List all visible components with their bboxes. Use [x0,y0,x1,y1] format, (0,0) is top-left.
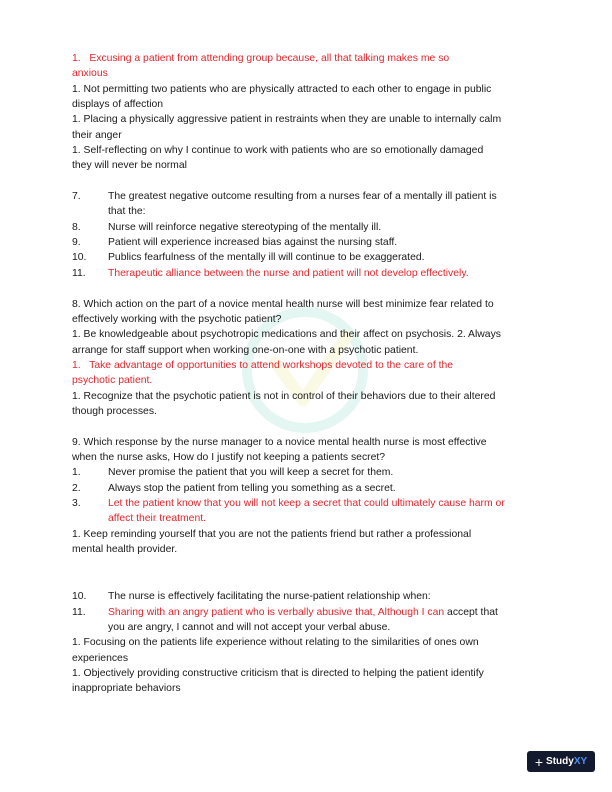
line-text: mental health provider. [72,544,178,555]
line-text: 1. Keep reminding yourself that you are not the patients friend but rather a professional [72,528,472,540]
line-text: when the nurse asks, How do I justify not keeping a patients secret? [72,451,386,463]
text-line [72,389,552,404]
text-line [72,128,552,143]
question-block [72,297,552,420]
paragraph-spacer [72,419,552,434]
question-block [72,435,552,558]
text-line [72,605,552,620]
answer-text: 1. Take advantage of opportunities to attend workshops devoted to the care of the [72,359,454,371]
text-line [72,373,552,388]
answer-text: Sharing with an angry patient who is verbally abusive that, Although I can [108,606,445,618]
paragraph-spacer [72,281,552,296]
text-line [72,620,552,635]
answer-text: Therapeutic alliance between the nurse and patient will not develop effectively. [108,267,469,279]
line-text: 1. Recognize that the psychotic patient is not in control of their behaviors due to their altered [72,390,496,402]
text-line [72,465,552,480]
question-block [72,589,552,696]
answer-text: affect their treatment. [108,513,206,525]
text-line [72,250,552,265]
line-text: effectively working with the psychotic patient? [72,313,282,325]
line-text: that the: [108,206,146,218]
text-line [72,651,552,666]
text-line [72,666,552,681]
line-text: 1. Self-reflecting on why I continue to work with patients who are so emotionally damaged [72,145,484,157]
answer-text: psychotic patient. [72,375,153,387]
line-text: you are angry, I cannot and will not accept your verbal abuse. [108,622,391,634]
text-line [72,312,552,327]
text-line [72,204,552,219]
line-text: though processes. [72,405,157,417]
list-number: 7. [72,191,81,203]
line-text: Never promise the patient that you will keep a secret for them. [108,467,394,479]
line-text: inappropriate behaviors [72,683,181,695]
text-line [72,82,552,97]
paragraph-spacer [72,557,552,589]
line-text: 1. Not permitting two patients who are physically attracted to each other to engage in public [72,83,492,95]
text-line [72,266,552,281]
text-line [72,589,552,604]
text-line [72,404,552,419]
text-line [72,496,552,511]
list-number: 1. [72,467,81,479]
text-line [72,542,552,557]
line-text: 8. Which action on the part of a novice mental health nurse will best minimize fear related to [72,298,494,310]
paragraph-spacer [72,174,552,189]
text-line [72,358,552,373]
question-block [72,51,552,174]
text-line [72,511,552,526]
plus-icon: + [534,753,544,770]
text-line [72,343,552,358]
answer-text: anxious [72,68,108,80]
line-text: 1. Focusing on the patients life experience without relating to the similarities of ones own [72,637,479,649]
line-text: Always stop the patient from telling you something as a secret. [108,482,396,494]
text-line [72,635,552,650]
studyxy-badge[interactable] [527,751,595,772]
text-line [72,112,552,127]
list-number: 9. [72,237,81,249]
line-text: arrange for staff support when working one-on-one with a psychotic patient. [72,344,419,356]
list-number: 8. [72,221,81,233]
line-text: The nurse is effectively facilitating the nurse-patient relationship when: [108,591,431,603]
text-line [72,158,552,173]
line-text: their anger [72,129,122,141]
list-number: 10. [72,252,87,264]
line-text: displays of affection [72,99,164,111]
list-number: 3. [72,497,81,509]
text-line [72,189,552,204]
line-text: 1. Be knowledgeable about psychotropic medications and their affect on psychosis. 2. Always [72,329,501,341]
badge-xy: XY [573,756,588,767]
text-line [72,97,552,112]
text-line [72,527,552,542]
line-text: Patient will experience increased bias against the nursing staff. [108,237,398,249]
text-line [72,143,552,158]
answer-text: 1. Excusing a patient from attending group because, all that talking makes me so [72,53,450,64]
text-line [72,435,552,450]
document-body [72,51,552,697]
line-text: they will never be normal [72,160,187,172]
line-text: 1. Placing a physically aggressive patient in restraints when they are unable to internally calm [72,114,502,126]
text-line [72,297,552,312]
text-line [72,327,552,342]
line-text: Publics fearfulness of the mentally ill will continue to be exaggerated. [108,252,425,264]
line-text: Nurse will reinforce negative stereotyping of the mentally ill. [108,221,382,233]
text-line [72,235,552,250]
line-text: accept that [444,606,498,618]
answer-text: Let the patient know that you will not keep a secret that could ultimately cause harm or [108,497,505,509]
text-line [72,450,552,465]
list-number: 11. [72,606,86,618]
list-number: 2. [72,482,81,494]
text-line [72,220,552,235]
list-number: 10. [72,591,87,603]
badge-study: Study [546,756,574,767]
line-text: 1. Objectively providing constructive criticism that is directed to helping the patient identify [72,668,484,680]
text-line [72,481,552,496]
list-number: 11. [72,267,86,279]
line-text: 9. Which response by the nurse manager to a novice mental health nurse is most effective [72,436,487,448]
question-block [72,189,552,281]
text-line [72,66,552,81]
text-line [72,51,552,66]
line-text: experiences [72,652,129,664]
text-line [72,681,552,696]
line-text: The greatest negative outcome resulting from a nurses fear of a mentally ill patient is [108,191,497,203]
